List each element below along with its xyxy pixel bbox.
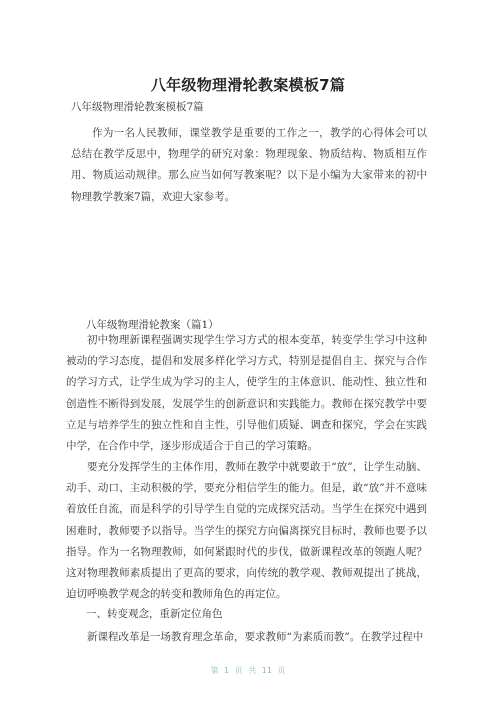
intro-paragraph: 作为一名人民教师，课堂教学是重要的工作之一，教学的心得体会可以总结在教学反思中，物理学的研究对象：物理现象、物质结构、物质相互作用、物质运动规律。那么应当如何写教案呢？以下是小编为大家带来的初中物理教学教案7篇，欢迎大家参考。 <box>71 127 427 203</box>
body-paragraph-3: 新课程改革是一场教育理念革命，要求教师“为素质而教”。在教学过程中 <box>87 631 424 643</box>
list-item-heading: 一、转变观念，重新定位角色 <box>86 608 223 620</box>
document-title: 八年级物理滑轮教案模板7篇 <box>150 76 346 94</box>
body-paragraph-1: 初中物理新课程强调实现学生学习方式的根本变革，转变学生学习中这种被动的学习态度，提倡和发展多样化学习方式，特别是提倡自主、探究与合作的学习方式，让学生成为学习的主人，使学生的主体意识、能动性、独立性和创造性不断得到发展，发展学生的创新意识和实践能力。教师在探究教学中要立足与培养学生的独立性和自主性，引导他们质疑、调查和探究，学会在实践中学，在合作中学，逐步形成适合于自己的学习策略。 <box>66 334 427 453</box>
body-paragraph-2: 要充分发挥学生的主体作用，教师在教学中就要敢于“放”，让学生动脑、动手、动口、主动积极的学，要充分相信学生的能力。但是，敢“放”并不意味着放任自流，而是科学的引导学生自觉的完成探究活动。当学生在探究中遇到困难时，教师要予以指导。当学生的探究方向偏离探究目标时，教师也要予以指导。作为一名物理教师，如何紧跟时代的步伐，做新课程改革的领跑人呢？这对物理教师素质提出了更高的要求，向传统的教学观、教师观提出了挑战，迫切呼唤教学观念的转变和教师角色的再定位。 <box>66 461 427 601</box>
section-heading: 八年级物理滑轮教案（篇1） <box>86 319 219 331</box>
page-footer: 第 1 页 共 11 页 <box>210 666 286 675</box>
document-subtitle: 八年级物理滑轮教案模板7篇 <box>71 101 204 113</box>
